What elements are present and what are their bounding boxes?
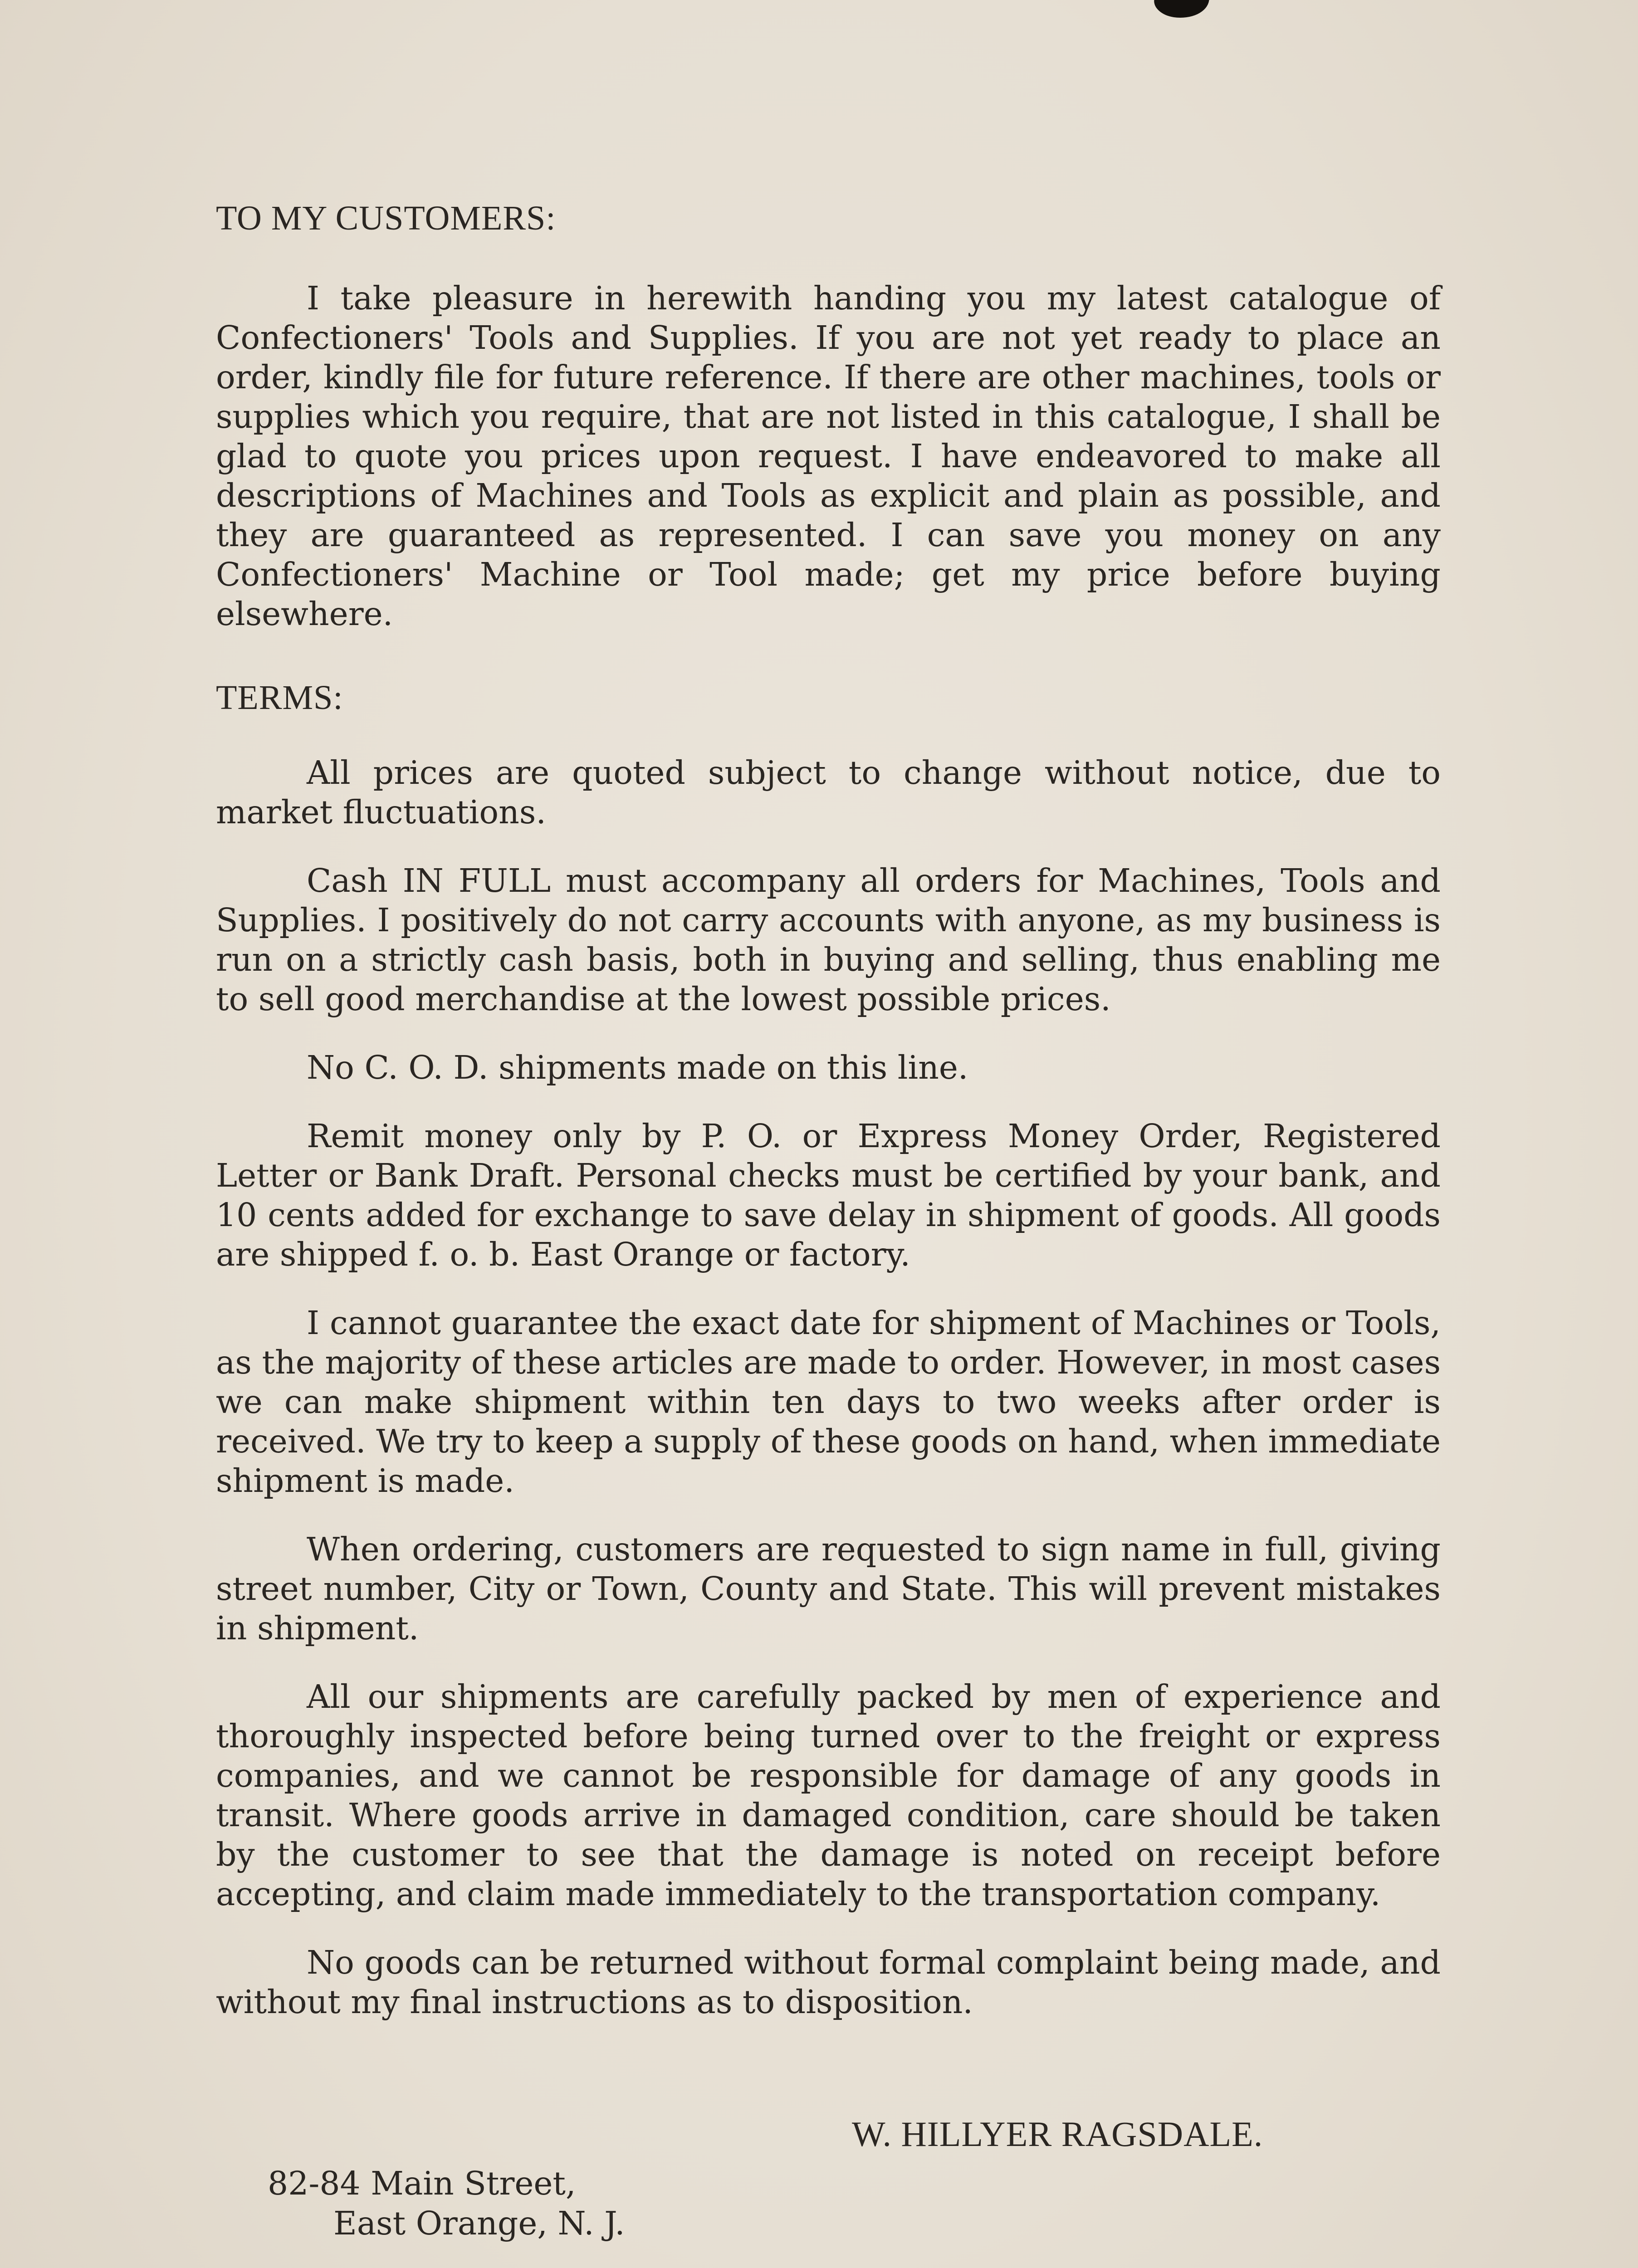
terms-paragraph-prices: All prices are quoted subject to change without notice, due to market fluctuations. [216,754,1441,831]
letter-body [216,200,1441,2051]
terms-paragraph-remit: Remit money only by P. O. or Express Money Order, Registered Letter or Bank Draft. Personal checks must be certified by your bank, and 10 cents added for exchange to save delay in shipment of goods. All goods are shipped f. o. b. East Orange or factory. [216,1117,1441,1274]
terms-paragraph-packing: All our shipments are carefully packed by men of experience and thoroughly inspected before being turned over to the freight or express companies, and we cannot be responsible for damage of any goods in transit. Where goods arrive in damaged condition, care should be taken by the customer to see that the damage is noted on receipt before accepting, and claim made immediately to the transportation company. [216,1678,1441,1913]
signature: W. HILLYER RAGSDALE. [852,2114,1263,2154]
terms-heading: TERMS: [216,678,343,717]
terms-paragraph-ordering: When ordering, customers are requested to sign name in full, giving street number, City or Town, County and State. This will prevent mistakes in shipment. [216,1530,1441,1647]
intro-paragraph: I take pleasure in herewith handing you my latest catalogue of Confectioners' Tools and Supplies. If you are not yet ready to place an order, kindly file for future reference. If there are other machines, tools or supplies which you require, that are not listed in this catalogue, I shall be glad to quote you prices upon request. I have endeavored to make all descriptions of Machines and Tools as explicit and plain as possible, and they are guaranteed as represented. I can save you money on any Confectioners' Machine or Tool made; get my price before buying elsewhere. [216,279,1441,633]
address-block [268,2164,625,2244]
terms-paragraph-cash: Cash IN FULL must accompany all orders for Machines, Tools and Supplies. I positively do not carry accounts with anyone, as my business is run on a strictly cash basis, both in buying and selling, thus enabling me to sell good merchandise at the lowest possible prices. [216,862,1441,1018]
terms-paragraph-returns: No goods can be returned without formal complaint being made, and without my final instructions as to disposition. [216,1944,1441,2021]
address-street: 82-84 Main Street, [268,2165,576,2202]
salutation-heading: TO MY CUSTOMERS: [216,199,556,237]
terms-paragraph-shipment-date: I cannot guarantee the exact date for shipment of Machines or Tools, as the majority of these articles are made to order. However, in most cases we can make shipment within ten days to two weeks after order is received. We try to keep a supply of these goods on hand, when immediate shipment is made. [216,1304,1441,1500]
terms-paragraph-cod: No C. O. D. shipments made on this line. [307,1049,968,1087]
address-city: East Orange, N. J. [333,2204,625,2242]
